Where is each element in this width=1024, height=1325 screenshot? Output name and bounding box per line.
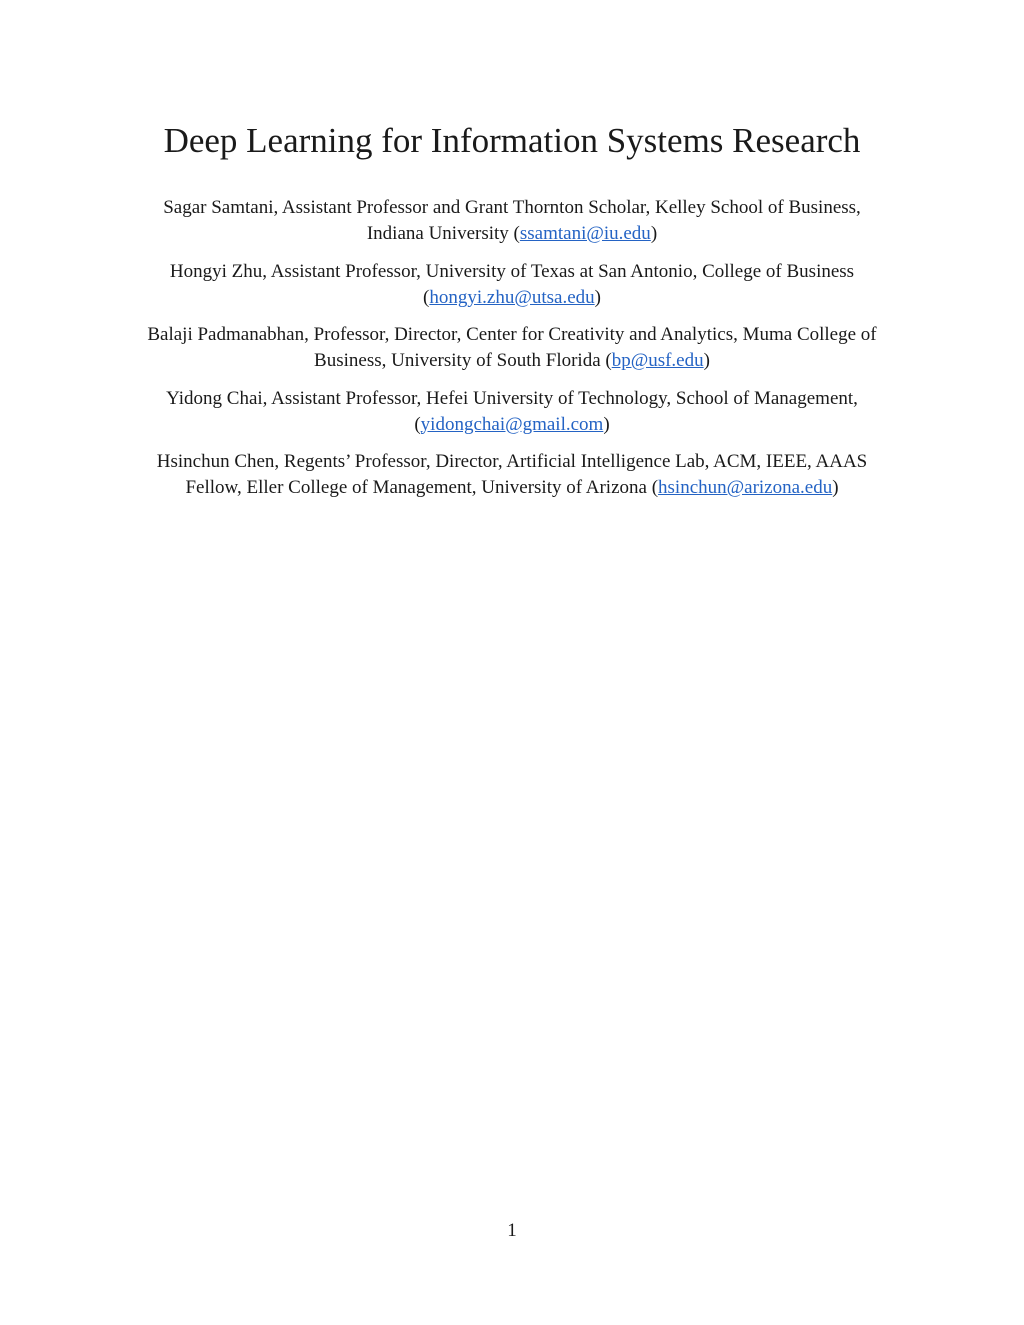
closing-paren: ) <box>603 413 610 435</box>
author-affiliation: Hsinchun Chen, Regents’ Professor, Director, Artificial Intelligence Lab, ACM, IEEE, AAAS <box>156 451 868 472</box>
author-entry-samtani <box>112 195 912 247</box>
closing-paren: ) <box>650 223 658 244</box>
author-affiliation: Yidong Chai, Assistant Professor, Hefei University of Technology, School of Management, <box>166 387 858 409</box>
author-email-link[interactable]: hongyi.zhu@utsa.edu <box>429 286 595 308</box>
paper-title: Deep Learning for Information Systems Research <box>163 121 861 160</box>
author-entry-chen <box>112 449 912 501</box>
author-entry-padmanabhan <box>112 322 912 374</box>
author-affiliation: Balaji Padmanabhan, Professor, Director, Center for Creativity and Analytics, Muma College of <box>147 324 877 345</box>
author-affiliation-cont: Business, University of South Florida ( <box>314 350 612 371</box>
author-list <box>112 195 912 513</box>
author-affiliation: Hongyi Zhu, Assistant Professor, University of Texas at San Antonio, College of Business <box>169 260 855 282</box>
author-entry-chai <box>112 386 912 438</box>
closing-paren: ) <box>832 477 839 498</box>
author-affiliation-cont: ( <box>414 413 421 435</box>
author-affiliation-cont: Fellow, Eller College of Management, University of Arizona ( <box>185 477 659 498</box>
author-email-link[interactable]: yidongchai@gmail.com <box>420 413 604 435</box>
author-email-link[interactable]: hsinchun@arizona.edu <box>658 477 833 498</box>
author-email-link[interactable]: bp@usf.edu <box>611 350 704 371</box>
author-affiliation: Sagar Samtani, Assistant Professor and Grant Thornton Scholar, Kelley School of Business, <box>163 197 861 218</box>
author-affiliation-cont: ( <box>423 286 430 308</box>
closing-paren: ) <box>594 286 601 308</box>
closing-paren: ) <box>703 350 710 371</box>
author-affiliation-cont: Indiana University ( <box>366 223 520 244</box>
page-number: 1 <box>507 1220 517 1241</box>
author-email-link[interactable]: ssamtani@iu.edu <box>519 223 651 244</box>
author-entry-zhu <box>112 259 912 311</box>
